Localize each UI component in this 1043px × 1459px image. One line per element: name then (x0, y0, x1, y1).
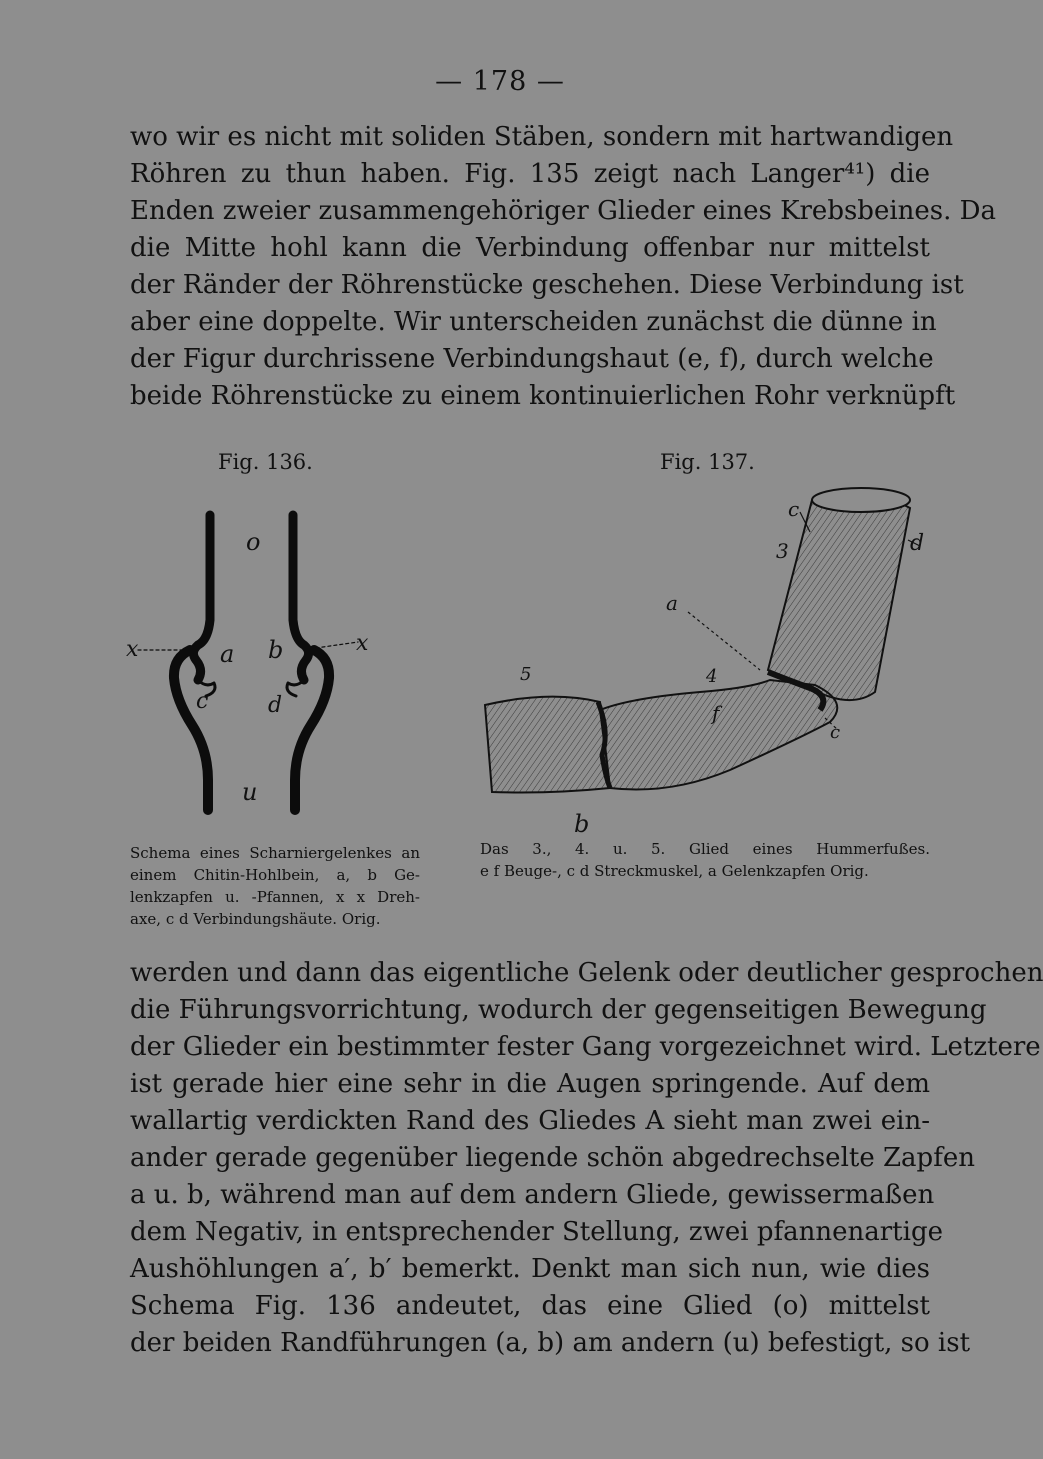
label-3: 3 (776, 539, 789, 563)
figure-136-hinge-schema (118, 500, 418, 830)
text-line: wallartig verdickten Rand des Gliedes A sieht man zwei ein- (130, 1106, 930, 1136)
text-line: ist gerade hier eine sehr in die Augen springende. Auf dem (130, 1069, 930, 1099)
label-d: d (268, 693, 283, 718)
text-line: dem Negativ, in entsprechender Stellung, zwei pfannenartige (130, 1217, 943, 1247)
label-o: o (246, 528, 261, 556)
label-f: f (712, 701, 720, 725)
label-4: 4 (706, 666, 718, 687)
label-b: b (268, 636, 284, 664)
text-line: die Mitte hohl kann die Verbindung offenbar nur mittelst (130, 233, 930, 263)
caption-line: einem Chitin-Hohlbein, a, b Ge- (130, 866, 420, 884)
caption-line: Schema eines Scharniergelenkes an (130, 844, 420, 862)
figure-137-caption (480, 838, 930, 882)
membrane-d (287, 680, 304, 696)
segment-4 (600, 680, 837, 790)
caption-line: lenkzapfen u. -Pfannen, x x Dreh- (130, 888, 420, 906)
pointer-a (688, 612, 760, 670)
label-x-left: x (126, 637, 139, 662)
label-b: b (574, 810, 590, 838)
label-a: a (666, 591, 678, 615)
segment-3 (768, 493, 910, 700)
label-c: c (196, 689, 209, 714)
label-u: u (242, 778, 258, 806)
paragraph-bottom (130, 955, 1043, 1362)
label-c-bottom: c (830, 722, 841, 743)
label-c-top: c (788, 497, 800, 521)
figure-137-lobster-leg (470, 470, 950, 840)
text-line: Röhren zu thun haben. Fig. 135 zeigt nach Langer⁴¹) die (130, 159, 930, 189)
text-line: werden und dann das eigentliche Gelenk oder deutlicher gesprochen (130, 958, 1043, 988)
label-a: a (220, 640, 235, 668)
caption-line: Das 3., 4. u. 5. Glied eines Hummerfußes. (480, 840, 930, 858)
text-line: der Glieder ein bestimmter fester Gang vorgezeichnet wird. Letztere (130, 1032, 1041, 1062)
text-line: beide Röhrenstücke zu einem kontinuierlichen Rohr verknüpft (130, 381, 956, 411)
text-line: wo wir es nicht mit soliden Stäben, sondern mit hartwandigen (130, 122, 954, 152)
label-d: d (910, 531, 925, 556)
figure-136-caption (130, 842, 420, 930)
caption-line: axe, c d Verbindungshäute. Orig. (130, 910, 381, 928)
caption-line: e f Beuge-, c d Streckmuskel, a Gelenkzapfen Orig. (480, 862, 869, 880)
text-line: die Führungsvorrichtung, wodurch der gegenseitigen Bewegung (130, 995, 987, 1025)
axis-right (316, 642, 358, 648)
figure-136-label: Fig. 136. (218, 450, 313, 474)
figure-137-label: Fig. 137. (660, 450, 755, 474)
text-line: der beiden Randführungen (a, b) am andern (u) befestigt, so ist (130, 1328, 971, 1358)
paragraph-top (130, 119, 996, 415)
upper-right-wall (293, 515, 309, 680)
text-line: a u. b, während man auf dem andern Gliede, gewissermaßen (130, 1180, 935, 1210)
text-line: der Ränder der Röhrenstücke geschehen. Diese Verbindung ist (130, 270, 964, 300)
text-line: Enden zweier zusammengehöriger Glieder eines Krebsbeines. Da (130, 196, 996, 226)
text-line: aber eine doppelte. Wir unterscheiden zunächst die dünne in (130, 307, 937, 337)
segment-5 (485, 697, 610, 793)
label-5: 5 (520, 664, 532, 685)
text-line: ander gerade gegenüber liegende schön abgedrechselte Zapfen (130, 1143, 975, 1173)
text-line: Aushöhlungen a′, b′ bemerkt. Denkt man sich nun, wie dies (130, 1254, 930, 1284)
segment-3-opening (812, 488, 910, 512)
text-line: Schema Fig. 136 andeutet, das eine Glied (o) mittelst (130, 1291, 930, 1321)
upper-left-wall (193, 515, 210, 680)
label-x-right: x (356, 631, 369, 656)
text-line: der Figur durchrissene Verbindungshaut (e, f), durch welche (130, 344, 934, 374)
page-number: — 178 — (435, 66, 565, 97)
